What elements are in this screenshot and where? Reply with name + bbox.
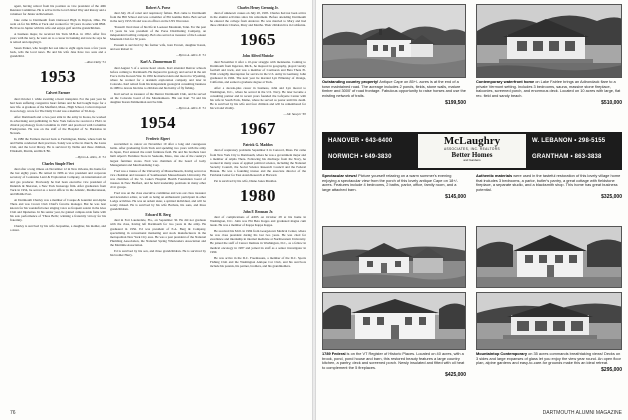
- listing-photo-federal-house: [322, 292, 466, 350]
- paragraph: At Dartmouth Charley was a member of Casque & Gauntlet and Alpha Theta and was Crown Club Chief's favorite manager. But he was best known for his wonderful tenor singing voice as frequent soloist in the Glee Club and Injunaires. In his senior year, he gained campus-wide fame with his solo performance of 'Three Bells,' winning a fraternity victory for his fraternity.: [10, 197, 106, 223]
- column-1: [10, 4, 106, 408]
- ad-country-property: [322, 80, 466, 106]
- office-grantham: GRANTHAM • 863-3838: [532, 154, 602, 160]
- ad-headline: Spectacular views!: [322, 173, 358, 178]
- ad-price: $425,000: [445, 371, 466, 378]
- office-norwich: NORWICH • 649-3830: [328, 154, 392, 160]
- ad-headline: Mountaintop Contemporary: [476, 351, 528, 356]
- obituary-name: Charles Henry Grennig Jr.: [237, 6, 279, 10]
- ad-price: $295,000: [601, 367, 622, 374]
- mountaintop-contemporary-illustration: [477, 293, 622, 350]
- paragraph: Fred was a trustee of the University of Massachusetts, having served as vice chairman and treasurer of Southeastern Massachusetts University. He was chairman of the St. Luke's Hospital Health Foundation board of trustees in New Bedford, and he held leadership positions in many other civic groups.: [110, 168, 206, 189]
- logo-subtitle: ASSOCIATES, INC. REALTORS: [443, 147, 501, 151]
- obituary-name: Frederic Alpert: [146, 137, 170, 142]
- listing-photo-village-home: [476, 226, 622, 288]
- logo-and-gardens: and Gardens: [463, 158, 481, 162]
- ad-body: Antique Cape on 85+/- acres is at the end of a town maintained road. The acreage includes 2 ponds, fields, stone walls, mature timber and 3000' of road frontage. Fabulous opportunity to raise horses and use the existing network of trails.: [322, 79, 466, 99]
- ad-waterfront-home: [476, 80, 622, 106]
- realtor-banner: [322, 132, 622, 170]
- paragraph: He received his M.D. in 1984 from Georgetown Medical Center, where he was class president during his last two years. He was cited for excellence and internship in internal medicine at Northwestern University. He joined the staff of Cancer Institute in Washington, D.C., as a fellow in medical oncology in 1987 and joined its staff as a senior investigator in 1990.: [210, 229, 306, 254]
- ad-body: Picture yourself relaxing on a warm summer's evening enjoying a spectacular view from the porch of this lovely antique Cape on 18+/- acres. Features include 4 bedrooms, 2 baths, parlor, office, family room, and a large attached barn.: [322, 173, 458, 193]
- paragraph: died after a long illness on November 12 in New Orleans, his home for the last eighty years. He retired in 1986 as vice president and corporate secretary of Louisiana Land & Exploration Company, an international oil and gas producer. Previously he had been executive vice president of Dunnick & Sheraton, a New York brokerage firm. After graduation from Tuck in 1954, he served as a naval officer in the Atlantic, Mediterranean, and Middle East.: [10, 167, 106, 196]
- paragraph: After a decade-plus career in business, John and Lyn moved to Washington, D.C., where he served in the U.S. Navy. He later became a consulting partner and in recent years founded the Lafayette Center with his wife in South Paris, Maine, where he served as pastor until his death. He is survived by his wife and four children and will be remembered for his wit and vitality.: [210, 85, 306, 111]
- obituary-name: Patrick G. Maddox: [243, 143, 273, 148]
- ad-body: on Lake Fairlee brings an Adirondack flare to a private Vermont setting. Includes 3 bedrooms, sauna, massive stone fireplace, balconies, screened porch, and enormous deck. Located on 10 acres with large, flat rec. field and sandy beach.: [476, 79, 621, 99]
- class-year-heading: 1953: [40, 67, 76, 87]
- listing-photo-country-property: [322, 4, 466, 78]
- signature: —Russ Dally '51: [84, 60, 106, 65]
- signature: —Byron A. Allen, Jr. '51: [75, 155, 106, 160]
- paragraph: In 1980 the Farmers moved back to Farmington, Maine, where both he and Nellie conducted their practices. Sandy was active in church, the Lions Club, and the local library. He is survived by Nellie and three children, Elizabeth, Martin, and Rich '86.: [10, 136, 106, 154]
- logo-better-homes: Better Homes: [451, 151, 493, 159]
- paragraph: 'Possum' lived most of his life in Lookout Mountain, Tenn. For the past 15 years he was president of the Porse Distributing Company, an independent bottling company. Bob also served as treasurer of the Lookout Mountain Club for 30 years.: [110, 25, 206, 42]
- paragraph: died August 5 of a severe heart attack. Karl attended Denver schools before coming to Dartmouth. He majored in geology and served in the Air Force in the Korean War. In 1956 he married Ann and moved to Wyoming, where he worked for a uranium exploration company and later in Colorado. Karl retired from his independent geological consulting business in 1989 to devote his time to children and his hobby of fly fishing.: [110, 65, 206, 90]
- class-year-heading: 1967: [240, 119, 276, 139]
- obituary-name: Calvert Farmer: [45, 91, 71, 96]
- paragraph: Karl served as treasurer of the Denver Dartmouth Club, and he served on the Colorado board of the Mountaineers. His son Kurt '74 and his daughter Karen Zimmerman survive him.: [110, 91, 206, 105]
- paragraph: died July 26 of renal and respiratory failure. Bob came to Dartmouth from the Hill School and was a member of Phi Gamma Delta. Bob served in the navy 1953-56 and was an officer on the USS Worcester.: [110, 11, 206, 24]
- paragraph: Ed is survived by his son, and three grandchildren. He is survived by his brother Harry.: [110, 248, 206, 257]
- country-cape-illustration: [323, 5, 466, 78]
- ad-price: $510,000: [601, 99, 622, 106]
- paragraph: After Dartmouth and a two-year stint in the army in Korea, he worked in advertising and publishing in New York before he received a Ph.D. in clinical psychology from Columbia in 1967 and practiced with Columbia Presbyterian. He was on the staff of the Hospital of St. Barnabas in Newark.: [10, 114, 106, 136]
- ad-price: $199,500: [445, 99, 466, 106]
- office-hanover: HANOVER • 643-6400: [328, 138, 393, 144]
- ad-headline: Outstanding country property!: [322, 79, 379, 84]
- ad-price: $145,000: [445, 193, 466, 200]
- paragraph: He was active in the D.C. Freemasons, a member of the D.C. Sports Fishing Club and the Washington Antique Car Club, and his survivors include his parents, his partner, brothers, and his grandmothers.: [210, 255, 306, 268]
- ad-headline: Authentic materials: [476, 173, 513, 178]
- village-home-illustration: [477, 227, 622, 288]
- paragraph: Possum is survived by his former wife, Jean Everett, daughter Karen, and son Robert Jr.: [110, 43, 206, 52]
- class-year-heading: 1965: [240, 30, 276, 50]
- paragraph: Susan Parker, who bought her son nine to eight apple trees a few years back, tells the local news. He and his wife Jane have two sons and a grandchild.: [10, 46, 106, 59]
- paragraph: Charley is survived by his wife Jacqueline, a daughter, his mother, and a sister.: [10, 224, 106, 233]
- signature: —Byron A. Allen Jr. '51: [175, 105, 206, 110]
- antique-cape-illustration: [323, 227, 466, 288]
- office-west-lebanon: W. LEBANON • 298-5155: [532, 138, 606, 144]
- waterfront-home-illustration: [477, 5, 622, 78]
- listing-photo-mountaintop-contemporary: [476, 292, 622, 350]
- right-page-real-estate-ads: [316, 0, 628, 420]
- paragraph: succumbed to cancer on November 19 after a long and courageous battle. After graduating from Tuck and spending two years with the army in Japan, Fred entered the retail furniture field. He and his brothers later built Alpert's Furniture Store in Seekonk, Mass., into one of the country's largest furniture stores. Fred was chairman of the board of Gaby Management and Merchandising Corp.: [110, 142, 206, 167]
- obituary-name: Karl A. Zimmerman II: [140, 60, 176, 65]
- obituary-name: Edward H. Berg: [145, 213, 171, 218]
- ad-headline: 1789 Federal: [322, 351, 346, 356]
- column-2: [110, 4, 206, 408]
- signature: —Byron A. Allen Jr. '51: [175, 53, 206, 58]
- obituary-name: Charles Simple Fleet: [42, 162, 74, 167]
- ad-federal-house: [322, 352, 466, 378]
- ad-body: were used in the tasteful restoration of this lovely village home that includes 3 bedrooms, a parlor, butler's pantry, a great cottage with fieldstone fireplace, a separate studio, and a blacksmith shop. This home has great business potential.: [476, 173, 621, 193]
- paragraph: died of unknown causes on July 20, 1995. Charles had not been active in the alumni activities since his retirement. Before attending Dartmouth he entered the college from Andover. He was married to Mary and had three children: Charles, Mary and Martha. Their children live in California.: [210, 11, 306, 28]
- class-year-heading: 1980: [240, 186, 276, 206]
- paragraph: Pat is survived by his wife, Diane Jones Maddox.: [214, 178, 278, 183]
- magazine-footer: DARTMOUTH ALUMNI MAGAZINE: [542, 410, 622, 416]
- ad-authentic-materials: [476, 174, 622, 200]
- ad-body: on 35 acres commands breathtaking views! Decks on 3 sides and large expanses of glass let you enjoy the view year round. An open floor plan, alpine gardens and easy-to-care-for grounds make this an ideal retreat.: [476, 351, 621, 366]
- column-3: [210, 4, 306, 408]
- paragraph: agent, having retired from his position as vice president of the 40th Reunion Committee. He is active in the local United Way and Rotary and a volunteer for Junior Achievement.: [10, 4, 106, 17]
- paragraph: Fred was on the class executive committee and was our class treasurer and newsletter editor, as well as being an enthusiastic participant in other Lodge activities. He was an ardent skier, a spirited individual, and will be sorely missed. He is survived by his wife Barbara, his sons, and three grandchildren.: [110, 190, 206, 212]
- paragraph: Jake came to Dartmouth from Oakwood High in Dayton, Ohio. He went on for his MBA at Tuck and worked for 30 years in sales with IBM. He lives in Jupiter with his wife and enjoys golf and the grandchildren.: [10, 18, 106, 31]
- ad-mountaintop-contemporary: [476, 352, 622, 373]
- paragraph: died in Fort Lauderdale, Fla., on September 30. He did not graduate with the class, having left Dartmouth for two years in the army. He graduated in 1956. Ed was president of E.A. Berg & Company, specializing in recreational marketing and stock manufacturers in the metropolitan New York City area. He was a past president of the National Plumbing Association, the National Spring Wholesalers Association and the Maritime Association.: [110, 218, 206, 247]
- obituary-name: Robert A. Porse: [145, 6, 171, 10]
- logo-title: McLaughry: [443, 135, 501, 147]
- listing-photo-antique-cape: [322, 226, 466, 288]
- page-number: 76: [10, 410, 16, 416]
- ad-headline: Contemporary waterfront home: [476, 79, 535, 84]
- paragraph: died November 6 after a 10-year struggle with melanoma. Coming to Dartmouth from Ingerton, Mich., he majored in geography, played varsity football and track, and was a member of Cormoran and Beta Theta Pi. With a lengthy interruption for service in the U.S. Army in Germany, John graduated in 1966. The next year he married Lyn Pilnutsky of Orange, California, and earned a graduate degree at Tuck.: [210, 59, 306, 85]
- paragraph: died of complications of AIDS on October 28 at his home in Washington, D.C. John was Phi Beta Kappa and graduated magna cum laude. He was a member of Kappa Kappa Kappa.: [210, 215, 306, 228]
- ad-spectacular-views: [322, 174, 466, 200]
- paragraph: died October 1 while awaiting a heart transplant. For the past year he had been suffering congestive heart failure and he had bought hope for a new life. A graduate of the Medfield, Mass., High School, Calvert majored in sociology, wrote for The Daily D and was a member of Tri-Kap.: [10, 96, 106, 113]
- paragraph: A business major, he received his Tuck M.B.A. in 1952. After five years with the navy, he went on to a career in banking and now he says he is retired and enjoying it.: [10, 32, 106, 45]
- paragraph: died of respiratory problems September 6 in Concord, Mass. Pat came from New York City to Dartmouth, where he was a government major and a member of Alpha Theta. Following his discharge from the Navy, he worked in many areas of applied political science, including the National Security Council, the Social Science Research Council and the Federal Bureau. He was a founding trustee and the associate director of the Fairbank Center for East Asian Research at Harvard.: [210, 148, 306, 178]
- listing-photo-waterfront-home: [476, 4, 622, 78]
- ad-price: $325,000: [601, 193, 622, 200]
- left-page-class-notes: [0, 0, 312, 420]
- obituary-name: John Alfred Mutoke: [242, 54, 274, 59]
- obituary-name: John F. Brosnan Jr.: [243, 210, 273, 215]
- ad-body: is on the VT Register of Historic Places. Located on 40 acres, with a brook, pond, pond house and barn, this restored beauty features a large country kitchen, a pantry, deck and screened porch. Newly insulated and fitted with oil heat to complement the 5 fireplaces.: [322, 351, 465, 371]
- realtor-logo: [418, 134, 526, 168]
- federal-house-illustration: [323, 293, 466, 350]
- class-year-heading: 1954: [140, 113, 176, 133]
- signature: —J.R. Sawyer '65: [283, 112, 306, 117]
